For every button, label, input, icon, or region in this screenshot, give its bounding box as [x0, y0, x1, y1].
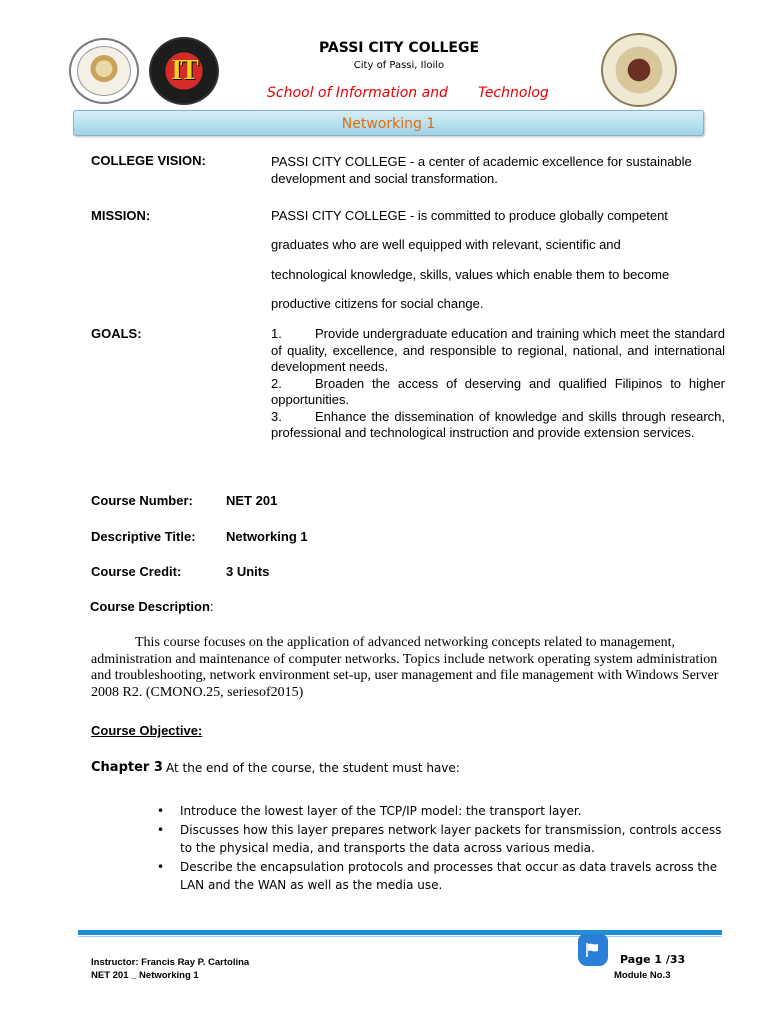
footer-course: NET 201 _ Networking 1	[91, 970, 199, 981]
department-name: School of Information and	[267, 85, 448, 101]
footer-divider-thin	[78, 936, 722, 937]
course-number: NET 201	[226, 493, 278, 508]
mission-line: productive citizens for social change.	[271, 296, 484, 311]
page-number: Page 1 /33	[620, 953, 686, 966]
footer-instructor: Instructor: Francis Ray P. Cartolina	[91, 957, 250, 968]
goal-item: 2. Broaden the access of deserving and qualified Filipinos to higher opportunities.	[271, 375, 725, 407]
city-seal-logo	[601, 33, 677, 107]
list-item: • Introduce the lowest layer of the TCP/IP model: the transport layer.	[155, 802, 725, 821]
course-banner-title: Networking 1	[341, 116, 436, 132]
school-name: PASSI CITY COLLEGE	[318, 40, 480, 56]
mission-label: MISSION:	[91, 208, 151, 223]
course-credit-label: Course Credit:	[91, 564, 182, 579]
course-credit: 3 Units	[226, 564, 270, 579]
objective-list	[155, 802, 725, 895]
goals-list	[271, 326, 725, 442]
chapter-intro: At the end of the course, the student must have:	[166, 761, 460, 775]
vision-text: PASSI CITY COLLEGE - a center of academic excellence for sustainable development and social transformation.	[271, 154, 692, 186]
mission-line: graduates who are well equipped with relevant, scientific and	[271, 237, 621, 252]
chapter-label: Chapter 3	[91, 760, 163, 775]
school-city: City of Passi, Iloilo	[353, 60, 445, 71]
module-number: Module No.3	[614, 970, 671, 981]
mission-line: technological knowledge, skills, values which enable them to become	[271, 267, 670, 282]
course-description: This course focuses on the application of advanced networking concepts related to management, administration and maintenance of computer networks. Topics include network operating system administration and troubleshooting, network environment set-up, user management and file management with Windows Server 2008 R2. (CMONO.25, seriesof2015)	[91, 635, 719, 700]
department-name-cont: Technolog	[478, 85, 549, 101]
goals-label: GOALS:	[91, 326, 142, 341]
course-number-label: Course Number:	[91, 493, 193, 508]
flag-glyph	[585, 942, 601, 958]
course-description-label: Course Description:	[90, 599, 214, 614]
flag-icon[interactable]	[578, 934, 608, 966]
passi-city-college-logo	[69, 38, 139, 104]
goal-item: 1. Provide undergraduate education and training which meet the standard of quality, excellence, and responsible to regional, national, and international development needs.	[271, 326, 725, 374]
vision-label: COLLEGE VISION:	[91, 153, 206, 168]
footer-divider	[78, 930, 722, 935]
descriptive-title: Networking 1	[226, 529, 308, 544]
goal-item: 3. Enhance the dissemination of knowledge and skills through research, professional and technological instruction and provide extension services.	[271, 408, 725, 440]
list-item: • Describe the encapsulation protocols and processes that occur as data travels across the LAN and the WAN as well as the media use.	[155, 858, 725, 895]
it-department-logo: IT	[149, 37, 219, 105]
mission-line: PASSI CITY COLLEGE - is committed to produce globally competent	[271, 208, 668, 223]
course-objective-label: Course Objective:	[91, 723, 203, 738]
descriptive-title-label: Descriptive Title:	[91, 529, 196, 544]
list-item: • Discusses how this layer prepares network layer packets for transmission, controls access to the physical media, and transports the data across various media.	[155, 821, 725, 858]
